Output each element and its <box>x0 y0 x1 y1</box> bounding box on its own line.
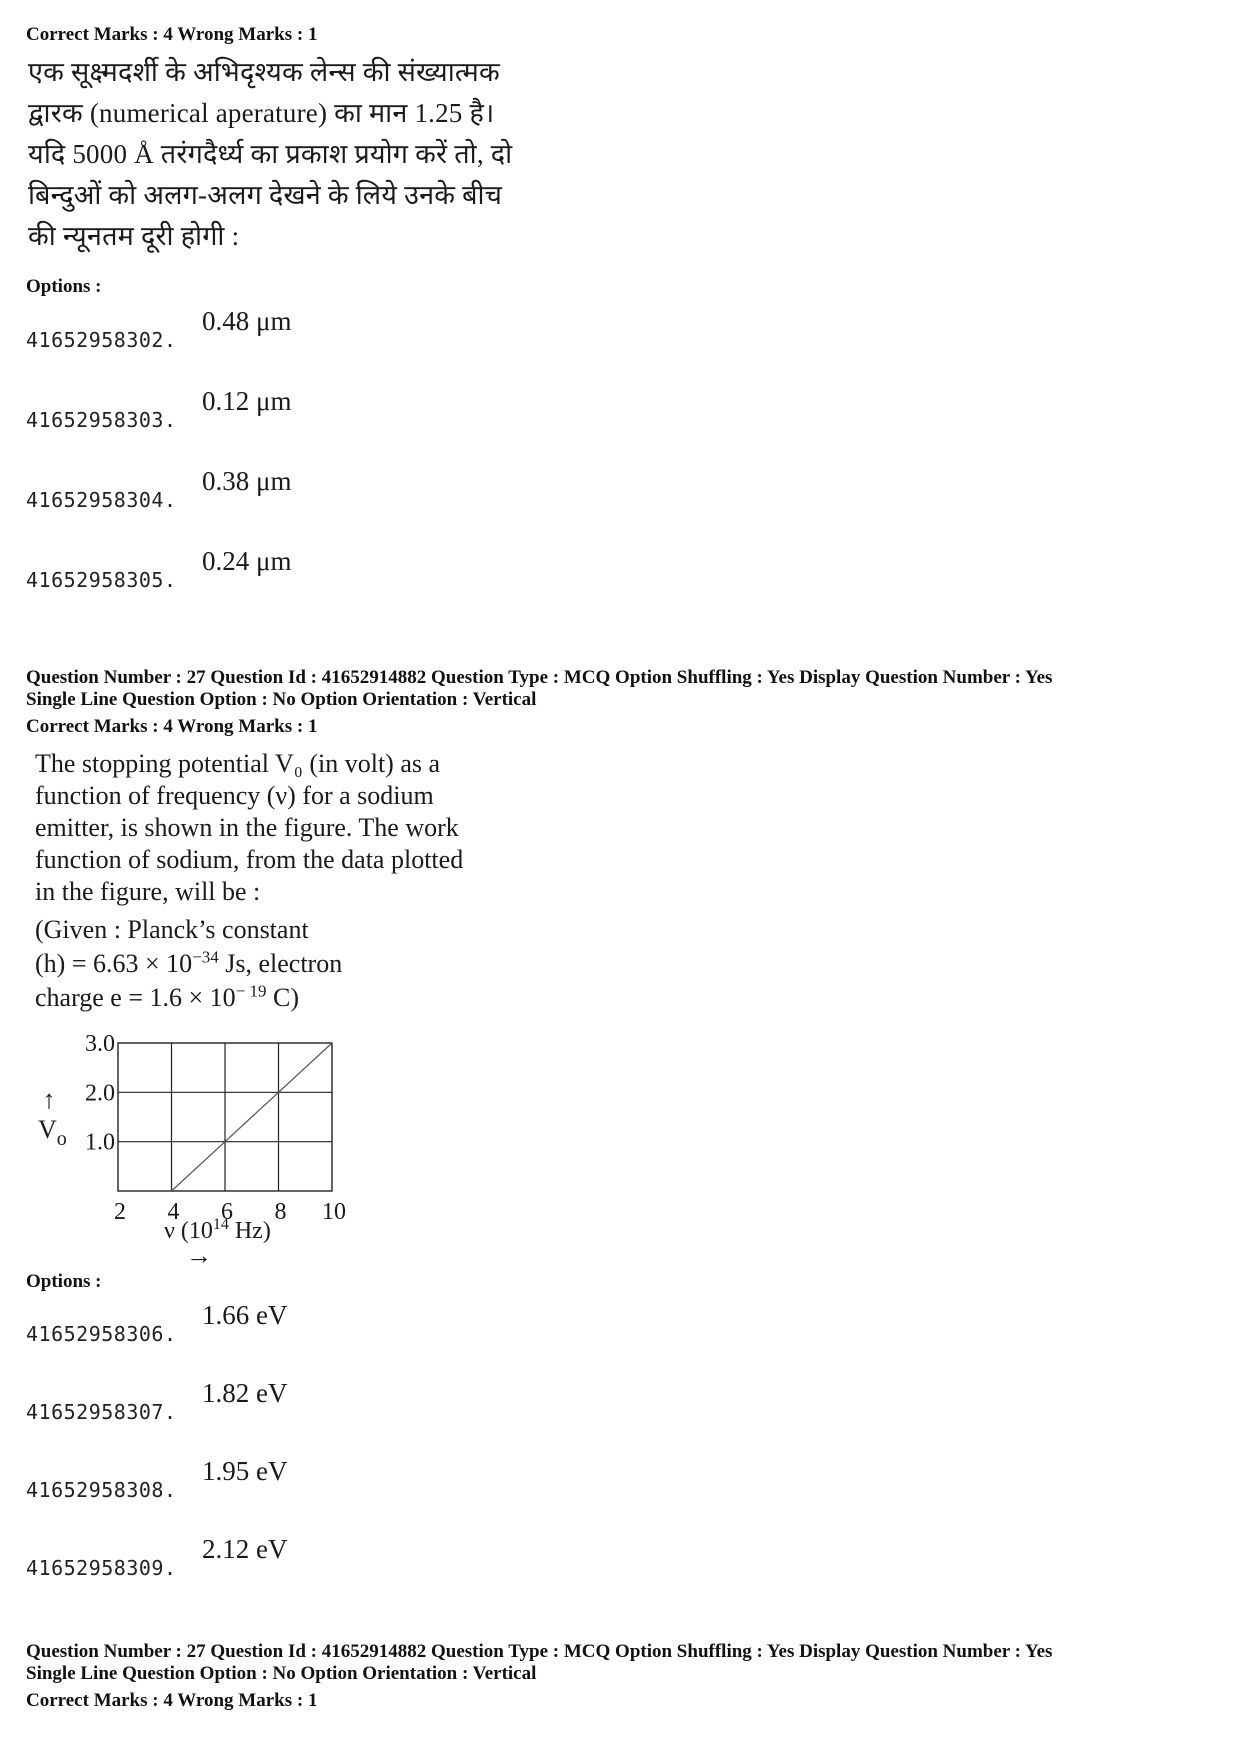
options-list <box>26 306 626 626</box>
option-value: 0.48 μm <box>202 306 292 336</box>
marks-line: Correct Marks : 4 Wrong Marks : 1 <box>26 1690 318 1711</box>
given-text: C) <box>266 983 300 1012</box>
question-line: in the figure, will be : <box>35 877 261 906</box>
option-item[interactable] <box>26 306 626 386</box>
options-heading: Options : <box>26 1271 102 1292</box>
y-axis-label-sub: o <box>56 1128 67 1150</box>
x-axis-label-main: ν (10 <box>164 1218 213 1244</box>
x-axis-label <box>164 1216 271 1244</box>
y-tick-label: 3.0 <box>85 1031 115 1057</box>
option-value: 1.82 eV <box>202 1378 288 1408</box>
y-tick-label: 1.0 <box>85 1129 115 1156</box>
question-line: function of sodium, from the data plotted <box>35 845 464 874</box>
question-header-line: Single Line Question Option : No Option Orientation : Vertical <box>26 1663 537 1684</box>
question-line: बिन्दुओं को अलग-अलग देखने के लिये उनके बीच <box>28 180 503 210</box>
options-list <box>26 1300 626 1612</box>
option-value: 1.66 eV <box>202 1300 288 1330</box>
given-line <box>35 982 555 1014</box>
option-id: 41652958305. <box>26 568 177 592</box>
x-axis-label-exp: 14 <box>212 1216 229 1233</box>
option-id: 41652958309. <box>26 1556 177 1580</box>
option-id: 41652958302. <box>26 328 177 352</box>
y-tick-labels <box>85 1031 115 1156</box>
x-tick-label: 2 <box>114 1199 126 1225</box>
option-id: 41652958306. <box>26 1322 177 1346</box>
x-tick-label: 10 <box>322 1199 346 1225</box>
question-line: emitter, is shown in the figure. The work <box>35 813 459 842</box>
chart-series <box>172 1043 333 1191</box>
y-axis-label <box>38 1115 67 1150</box>
given-exponent: − 19 <box>235 981 267 1001</box>
stopping-potential-chart <box>26 1020 366 1280</box>
question-line: द्वारक (numerical aperature) का मान 1.25 है। <box>28 98 495 128</box>
option-value: 0.38 μm <box>202 466 292 496</box>
given-line: (Given : Planck’s constant <box>35 915 309 944</box>
chart-grid <box>118 1043 332 1191</box>
x-axis-arrow: → <box>186 1241 212 1270</box>
option-item[interactable] <box>26 386 626 466</box>
x-tick-label: 8 <box>274 1199 287 1225</box>
question-line: The stopping potential V₀ (in volt) as a <box>35 749 441 778</box>
option-value: 1.95 eV <box>202 1456 288 1486</box>
option-id: 41652958303. <box>26 408 177 432</box>
y-tick-label: 2.0 <box>85 1080 115 1107</box>
option-item[interactable] <box>26 1456 626 1534</box>
question-line: यदि 5000 Å तरंगदैर्ध्य का प्रकाश प्रयोग करें तो, दो <box>28 139 513 169</box>
option-item[interactable] <box>26 466 626 546</box>
option-value: 0.24 μm <box>202 546 292 576</box>
option-value: 0.12 μm <box>202 386 292 416</box>
question-header-line: Single Line Question Option : No Option Orientation : Vertical <box>26 689 537 710</box>
given-exponent: −34 <box>192 947 219 967</box>
question-line: एक सूक्ष्मदर्शी के अभिदृश्यक लेन्स की संख्यात्मक <box>28 57 500 87</box>
x-axis-label-tail: Hz) <box>228 1218 271 1244</box>
option-value: 2.12 eV <box>202 1534 288 1564</box>
question-line: function of frequency (ν) for a sodium <box>35 781 434 810</box>
marks-line: Correct Marks : 4 Wrong Marks : 1 <box>26 24 318 45</box>
option-item[interactable] <box>26 1534 626 1612</box>
question-line: की न्यूनतम दूरी होगी : <box>28 221 240 251</box>
option-id: 41652958304. <box>26 488 177 512</box>
given-text: Js, electron <box>218 949 343 978</box>
x-tick-label: 4 <box>167 1199 180 1225</box>
option-item[interactable] <box>26 1300 626 1378</box>
question-header-line: Question Number : 27 Question Id : 41652914882 Question Type : MCQ Option Shuffling : Yes Display Question Number : Yes <box>26 667 1053 688</box>
option-item[interactable] <box>26 546 626 626</box>
option-id: 41652958308. <box>26 1478 177 1502</box>
series-line <box>172 1043 333 1191</box>
given-text: charge e = 1.6 × 10 <box>35 983 236 1012</box>
given-line <box>35 948 555 980</box>
given-text: (h) = 6.63 × 10 <box>35 949 193 978</box>
option-id: 41652958307. <box>26 1400 177 1424</box>
question-text-hindi <box>28 52 548 257</box>
question-text-english <box>35 748 555 1014</box>
y-axis-arrow: ↑ <box>42 1085 56 1114</box>
marks-line: Correct Marks : 4 Wrong Marks : 1 <box>26 716 318 737</box>
x-tick-label: 6 <box>221 1199 233 1225</box>
options-heading: Options : <box>26 276 102 297</box>
y-axis-label-main: V <box>38 1115 57 1144</box>
question-header-line: Question Number : 27 Question Id : 41652914882 Question Type : MCQ Option Shuffling : Yes Display Question Number : Yes <box>26 1641 1053 1662</box>
option-item[interactable] <box>26 1378 626 1456</box>
